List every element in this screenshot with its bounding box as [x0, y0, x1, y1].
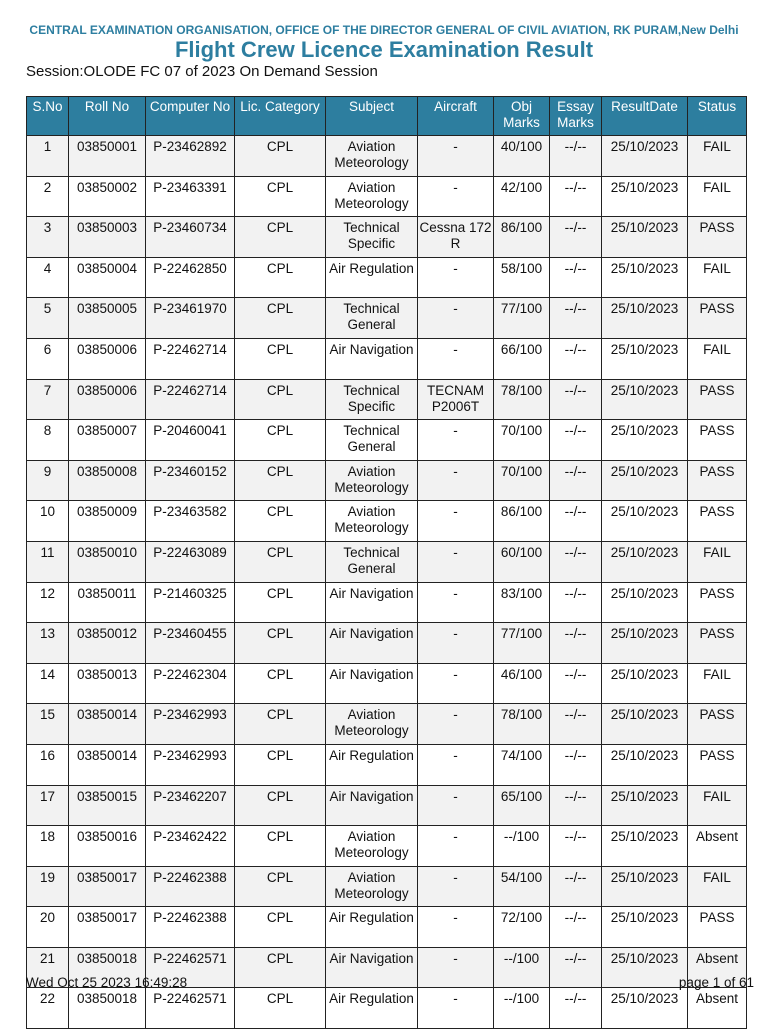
cell-aircraft: - — [418, 338, 494, 379]
cell-lic-category: CPL — [235, 988, 326, 1029]
cell-subject: Air Regulation — [326, 257, 418, 298]
cell-computer-no: P-22463089 — [146, 541, 235, 582]
cell-essay-marks: --/-- — [550, 217, 602, 258]
cell-lic-category: CPL — [235, 744, 326, 785]
cell-essay-marks: --/-- — [550, 257, 602, 298]
cell-status: PASS — [688, 379, 747, 420]
col-header-obj-marks: Obj Marks — [494, 97, 550, 136]
page-title: Flight Crew Licence Examination Result — [174, 37, 594, 62]
cell-essay-marks: --/-- — [550, 136, 602, 177]
page-indicator: page 1 of 61 — [678, 975, 754, 990]
cell-status: PASS — [688, 298, 747, 339]
cell-computer-no: P-22462714 — [146, 338, 235, 379]
cell-lic-category: CPL — [235, 947, 326, 988]
cell-obj-marks: 46/100 — [494, 663, 550, 704]
cell-obj-marks: 70/100 — [494, 460, 550, 501]
cell-result-date: 25/10/2023 — [602, 582, 688, 623]
cell-lic-category: CPL — [235, 623, 326, 664]
cell-obj-marks: 60/100 — [494, 541, 550, 582]
cell-aircraft: - — [418, 176, 494, 217]
cell-roll-no: 03850010 — [69, 541, 146, 582]
cell-status: PASS — [688, 420, 747, 461]
cell-sno: 18 — [27, 826, 69, 867]
cell-roll-no: 03850001 — [69, 136, 146, 177]
cell-computer-no: P-20460041 — [146, 420, 235, 461]
table-row — [27, 907, 747, 948]
cell-essay-marks: --/-- — [550, 988, 602, 1029]
cell-essay-marks: --/-- — [550, 623, 602, 664]
cell-lic-category: CPL — [235, 785, 326, 826]
col-header-result-date: ResultDate — [602, 97, 688, 136]
cell-lic-category: CPL — [235, 379, 326, 420]
cell-obj-marks: 86/100 — [494, 217, 550, 258]
footer-timestamp: Wed Oct 25 2023 16:49:28 — [26, 975, 188, 990]
cell-computer-no: P-23462892 — [146, 136, 235, 177]
cell-subject: Aviation Meteorology — [326, 176, 418, 217]
table-row — [27, 623, 747, 664]
cell-aircraft: - — [418, 907, 494, 948]
cell-sno: 15 — [27, 704, 69, 745]
cell-sno: 7 — [27, 379, 69, 420]
cell-aircraft: - — [418, 582, 494, 623]
cell-computer-no: P-22462571 — [146, 947, 235, 988]
cell-status: PASS — [688, 907, 747, 948]
col-header-roll-no: Roll No — [69, 97, 146, 136]
cell-result-date: 25/10/2023 — [602, 988, 688, 1029]
cell-result-date: 25/10/2023 — [602, 947, 688, 988]
cell-result-date: 25/10/2023 — [602, 541, 688, 582]
cell-lic-category: CPL — [235, 663, 326, 704]
cell-status: Absent — [688, 826, 747, 867]
cell-roll-no: 03850005 — [69, 298, 146, 339]
results-table — [26, 96, 747, 1029]
cell-aircraft: - — [418, 988, 494, 1029]
cell-sno: 2 — [27, 176, 69, 217]
cell-result-date: 25/10/2023 — [602, 136, 688, 177]
cell-result-date: 25/10/2023 — [602, 826, 688, 867]
cell-result-date: 25/10/2023 — [602, 704, 688, 745]
table-row — [27, 501, 747, 542]
cell-obj-marks: --/100 — [494, 947, 550, 988]
cell-sno: 16 — [27, 744, 69, 785]
table-row — [27, 136, 747, 177]
col-header-sno: S.No — [27, 97, 69, 136]
cell-status: PASS — [688, 582, 747, 623]
cell-computer-no: P-21460325 — [146, 582, 235, 623]
cell-essay-marks: --/-- — [550, 460, 602, 501]
cell-status: FAIL — [688, 338, 747, 379]
cell-roll-no: 03850002 — [69, 176, 146, 217]
cell-subject: Aviation Meteorology — [326, 460, 418, 501]
cell-result-date: 25/10/2023 — [602, 744, 688, 785]
cell-result-date: 25/10/2023 — [602, 420, 688, 461]
cell-computer-no: P-22462714 — [146, 379, 235, 420]
cell-result-date: 25/10/2023 — [602, 866, 688, 907]
cell-result-date: 25/10/2023 — [602, 785, 688, 826]
cell-roll-no: 03850004 — [69, 257, 146, 298]
cell-essay-marks: --/-- — [550, 866, 602, 907]
cell-computer-no: P-23460734 — [146, 217, 235, 258]
cell-status: PASS — [688, 623, 747, 664]
cell-computer-no: P-23461970 — [146, 298, 235, 339]
cell-lic-category: CPL — [235, 866, 326, 907]
cell-sno: 13 — [27, 623, 69, 664]
cell-sno: 9 — [27, 460, 69, 501]
cell-obj-marks: 78/100 — [494, 704, 550, 745]
cell-subject: Air Navigation — [326, 785, 418, 826]
table-row — [27, 541, 747, 582]
cell-essay-marks: --/-- — [550, 501, 602, 542]
cell-roll-no: 03850014 — [69, 704, 146, 745]
cell-result-date: 25/10/2023 — [602, 298, 688, 339]
cell-status: FAIL — [688, 866, 747, 907]
cell-roll-no: 03850016 — [69, 826, 146, 867]
cell-computer-no: P-23462993 — [146, 704, 235, 745]
cell-sno: 11 — [27, 541, 69, 582]
cell-essay-marks: --/-- — [550, 907, 602, 948]
cell-essay-marks: --/-- — [550, 704, 602, 745]
cell-computer-no: P-23460152 — [146, 460, 235, 501]
cell-sno: 4 — [27, 257, 69, 298]
cell-status: PASS — [688, 744, 747, 785]
table-row — [27, 785, 747, 826]
col-header-status: Status — [688, 97, 747, 136]
cell-subject: Aviation Meteorology — [326, 704, 418, 745]
cell-roll-no: 03850015 — [69, 785, 146, 826]
cell-subject: Air Navigation — [326, 338, 418, 379]
cell-status: PASS — [688, 217, 747, 258]
cell-obj-marks: 54/100 — [494, 866, 550, 907]
table-row — [27, 663, 747, 704]
cell-roll-no: 03850013 — [69, 663, 146, 704]
cell-lic-category: CPL — [235, 582, 326, 623]
cell-obj-marks: 74/100 — [494, 744, 550, 785]
cell-subject: Technical General — [326, 541, 418, 582]
cell-computer-no: P-23463582 — [146, 501, 235, 542]
cell-essay-marks: --/-- — [550, 298, 602, 339]
cell-computer-no: P-22462850 — [146, 257, 235, 298]
table-row — [27, 866, 747, 907]
cell-obj-marks: 77/100 — [494, 623, 550, 664]
cell-aircraft: - — [418, 623, 494, 664]
table-row — [27, 379, 747, 420]
cell-status: FAIL — [688, 541, 747, 582]
cell-lic-category: CPL — [235, 907, 326, 948]
cell-obj-marks: 72/100 — [494, 907, 550, 948]
cell-subject: Air Navigation — [326, 623, 418, 664]
cell-subject: Air Regulation — [326, 744, 418, 785]
cell-aircraft: - — [418, 541, 494, 582]
cell-roll-no: 03850011 — [69, 582, 146, 623]
cell-aircraft: - — [418, 947, 494, 988]
cell-aircraft: - — [418, 744, 494, 785]
session-label: Session:OLODE FC 07 of 2023 On Demand Session — [26, 63, 378, 80]
cell-lic-category: CPL — [235, 460, 326, 501]
cell-essay-marks: --/-- — [550, 176, 602, 217]
cell-obj-marks: 86/100 — [494, 501, 550, 542]
cell-roll-no: 03850006 — [69, 338, 146, 379]
cell-lic-category: CPL — [235, 176, 326, 217]
cell-computer-no: P-22462388 — [146, 866, 235, 907]
cell-aircraft: - — [418, 136, 494, 177]
cell-lic-category: CPL — [235, 217, 326, 258]
table-row — [27, 582, 747, 623]
cell-lic-category: CPL — [235, 338, 326, 379]
cell-computer-no: P-22462388 — [146, 907, 235, 948]
cell-result-date: 25/10/2023 — [602, 623, 688, 664]
cell-aircraft: - — [418, 866, 494, 907]
cell-roll-no: 03850018 — [69, 947, 146, 988]
cell-status: FAIL — [688, 176, 747, 217]
organisation-heading: CENTRAL EXAMINATION ORGANISATION, OFFICE OF THE DIRECTOR GENERAL OF CIVIL AVIATION, RK PURAM,New Delhi — [29, 23, 739, 37]
cell-roll-no: 03850009 — [69, 501, 146, 542]
cell-roll-no: 03850006 — [69, 379, 146, 420]
cell-result-date: 25/10/2023 — [602, 907, 688, 948]
cell-aircraft: TECNAM P2006T — [418, 379, 494, 420]
cell-aircraft: - — [418, 785, 494, 826]
cell-roll-no: 03850007 — [69, 420, 146, 461]
cell-computer-no: P-22462571 — [146, 988, 235, 1029]
cell-obj-marks: 77/100 — [494, 298, 550, 339]
cell-obj-marks: 66/100 — [494, 338, 550, 379]
cell-status: FAIL — [688, 663, 747, 704]
col-header-lic-category: Lic. Category — [235, 97, 326, 136]
cell-subject: Technical General — [326, 298, 418, 339]
cell-roll-no: 03850012 — [69, 623, 146, 664]
cell-roll-no: 03850003 — [69, 217, 146, 258]
cell-essay-marks: --/-- — [550, 785, 602, 826]
cell-result-date: 25/10/2023 — [602, 379, 688, 420]
cell-computer-no: P-22462304 — [146, 663, 235, 704]
cell-obj-marks: 78/100 — [494, 379, 550, 420]
table-row — [27, 988, 747, 1029]
table-row — [27, 176, 747, 217]
table-row — [27, 826, 747, 867]
cell-result-date: 25/10/2023 — [602, 501, 688, 542]
cell-subject: Air Regulation — [326, 907, 418, 948]
cell-status: PASS — [688, 460, 747, 501]
cell-sno: 8 — [27, 420, 69, 461]
cell-subject: Technical General — [326, 420, 418, 461]
table-body — [27, 136, 747, 1029]
cell-subject: Aviation Meteorology — [326, 501, 418, 542]
cell-aircraft: - — [418, 826, 494, 867]
cell-status: FAIL — [688, 257, 747, 298]
cell-aircraft: - — [418, 501, 494, 542]
cell-subject: Air Navigation — [326, 947, 418, 988]
cell-lic-category: CPL — [235, 501, 326, 542]
cell-status: Absent — [688, 988, 747, 1029]
cell-lic-category: CPL — [235, 136, 326, 177]
table-row — [27, 460, 747, 501]
cell-computer-no: P-23462207 — [146, 785, 235, 826]
cell-subject: Air Navigation — [326, 663, 418, 704]
cell-roll-no: 03850014 — [69, 744, 146, 785]
cell-lic-category: CPL — [235, 704, 326, 745]
cell-lic-category: CPL — [235, 298, 326, 339]
cell-obj-marks: 58/100 — [494, 257, 550, 298]
cell-lic-category: CPL — [235, 420, 326, 461]
cell-roll-no: 03850018 — [69, 988, 146, 1029]
cell-essay-marks: --/-- — [550, 947, 602, 988]
cell-aircraft: - — [418, 460, 494, 501]
cell-lic-category: CPL — [235, 541, 326, 582]
cell-computer-no: P-23462993 — [146, 744, 235, 785]
cell-obj-marks: --/100 — [494, 826, 550, 867]
cell-subject: Technical Specific — [326, 379, 418, 420]
cell-roll-no: 03850017 — [69, 907, 146, 948]
cell-result-date: 25/10/2023 — [602, 663, 688, 704]
cell-aircraft: Cessna 172 R — [418, 217, 494, 258]
cell-essay-marks: --/-- — [550, 582, 602, 623]
cell-obj-marks: 40/100 — [494, 136, 550, 177]
cell-obj-marks: 70/100 — [494, 420, 550, 461]
cell-essay-marks: --/-- — [550, 420, 602, 461]
cell-essay-marks: --/-- — [550, 826, 602, 867]
cell-essay-marks: --/-- — [550, 379, 602, 420]
cell-sno: 3 — [27, 217, 69, 258]
table-row — [27, 217, 747, 258]
cell-essay-marks: --/-- — [550, 338, 602, 379]
cell-roll-no: 03850017 — [69, 866, 146, 907]
col-header-essay-marks: Essay Marks — [550, 97, 602, 136]
cell-sno: 19 — [27, 866, 69, 907]
table-row — [27, 744, 747, 785]
cell-computer-no: P-23462422 — [146, 826, 235, 867]
cell-subject: Aviation Meteorology — [326, 826, 418, 867]
cell-aircraft: - — [418, 420, 494, 461]
cell-obj-marks: 42/100 — [494, 176, 550, 217]
table-row — [27, 704, 747, 745]
cell-aircraft: - — [418, 704, 494, 745]
cell-essay-marks: --/-- — [550, 744, 602, 785]
cell-sno: 21 — [27, 947, 69, 988]
cell-status: PASS — [688, 501, 747, 542]
cell-subject: Technical Specific — [326, 217, 418, 258]
table-row — [27, 338, 747, 379]
cell-sno: 12 — [27, 582, 69, 623]
cell-status: Absent — [688, 947, 747, 988]
cell-sno: 20 — [27, 907, 69, 948]
cell-aircraft: - — [418, 663, 494, 704]
col-header-aircraft: Aircraft — [418, 97, 494, 136]
cell-computer-no: P-23460455 — [146, 623, 235, 664]
cell-sno: 6 — [27, 338, 69, 379]
col-header-subject: Subject — [326, 97, 418, 136]
cell-result-date: 25/10/2023 — [602, 460, 688, 501]
table-header-row — [27, 97, 747, 136]
cell-result-date: 25/10/2023 — [602, 176, 688, 217]
table-row — [27, 420, 747, 461]
cell-obj-marks: --/100 — [494, 988, 550, 1029]
cell-essay-marks: --/-- — [550, 541, 602, 582]
cell-aircraft: - — [418, 257, 494, 298]
cell-essay-marks: --/-- — [550, 663, 602, 704]
cell-result-date: 25/10/2023 — [602, 257, 688, 298]
cell-aircraft: - — [418, 298, 494, 339]
cell-sno: 14 — [27, 663, 69, 704]
cell-subject: Aviation Meteorology — [326, 136, 418, 177]
cell-sno: 17 — [27, 785, 69, 826]
table-row — [27, 257, 747, 298]
table-row — [27, 298, 747, 339]
cell-sno: 5 — [27, 298, 69, 339]
cell-sno: 10 — [27, 501, 69, 542]
cell-subject: Air Navigation — [326, 582, 418, 623]
cell-lic-category: CPL — [235, 257, 326, 298]
col-header-computer-no: Computer No — [146, 97, 235, 136]
cell-status: PASS — [688, 704, 747, 745]
cell-status: FAIL — [688, 785, 747, 826]
cell-obj-marks: 65/100 — [494, 785, 550, 826]
cell-computer-no: P-23463391 — [146, 176, 235, 217]
cell-status: FAIL — [688, 136, 747, 177]
cell-roll-no: 03850008 — [69, 460, 146, 501]
cell-subject: Air Regulation — [326, 988, 418, 1029]
cell-obj-marks: 83/100 — [494, 582, 550, 623]
cell-sno: 22 — [27, 988, 69, 1029]
cell-result-date: 25/10/2023 — [602, 217, 688, 258]
cell-lic-category: CPL — [235, 826, 326, 867]
cell-sno: 1 — [27, 136, 69, 177]
cell-subject: Aviation Meteorology — [326, 866, 418, 907]
cell-result-date: 25/10/2023 — [602, 338, 688, 379]
